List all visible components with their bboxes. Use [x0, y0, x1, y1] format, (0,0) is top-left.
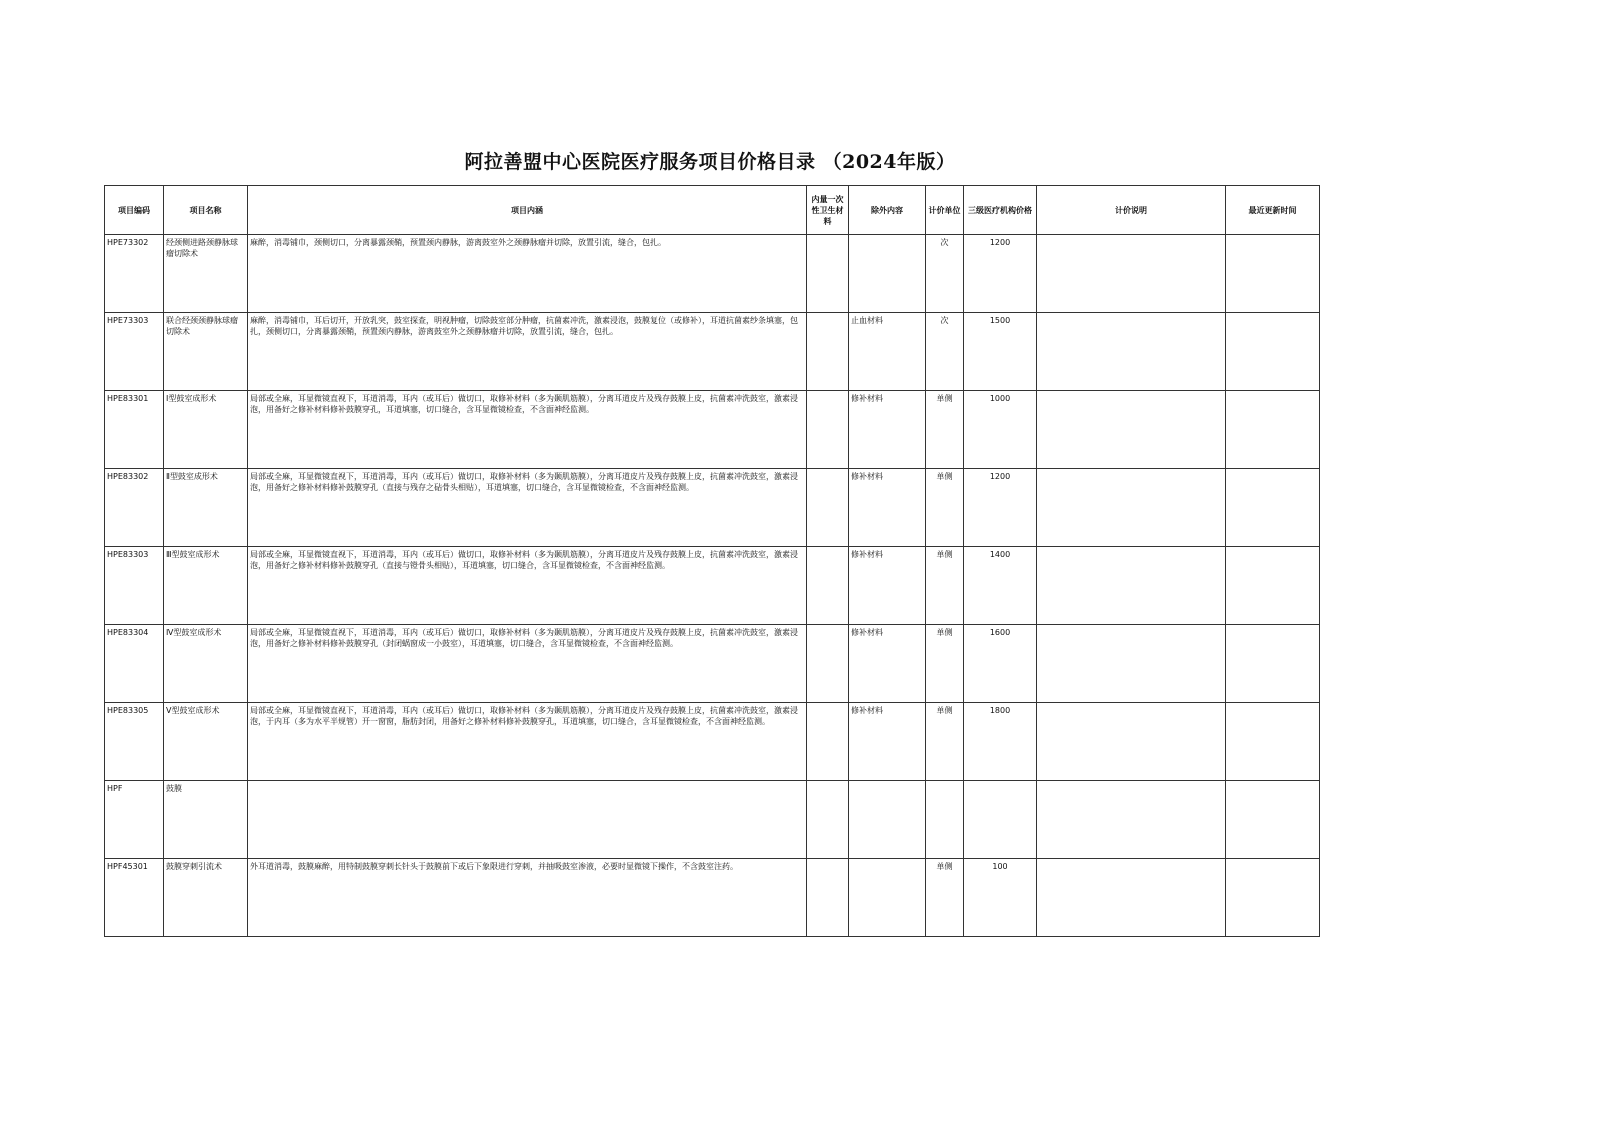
- cell-name: Ⅳ型鼓室成形术: [164, 625, 248, 703]
- cell-content: 局部或全麻，耳显微镜直视下，耳道消毒，耳内（或耳后）做切口，取修补材料（多为颞肌筋膜），分离耳道皮片及残存鼓膜上皮，抗菌素冲洗鼓室，激素浸泡，用备好之修补材料修补鼓膜穿孔（封闭蜗窗成一小鼓室），耳道填塞，切口缝合，含耳显微镜检查，不含面神经监测。: [248, 625, 807, 703]
- cell-consumables: [807, 781, 849, 859]
- header-consumables: 内量一次性卫生材料: [807, 186, 849, 235]
- table-row: [105, 547, 1320, 625]
- cell-code: HPF: [105, 781, 164, 859]
- cell-notes: [1037, 469, 1226, 547]
- header-notes: 计价说明: [1037, 186, 1226, 235]
- cell-excluded: 修补材料: [849, 625, 926, 703]
- cell-unit: [926, 781, 964, 859]
- cell-price: 1200: [964, 235, 1037, 313]
- cell-price: 1400: [964, 547, 1037, 625]
- cell-consumables: [807, 703, 849, 781]
- cell-unit: 次: [926, 313, 964, 391]
- table-row: [105, 235, 1320, 313]
- cell-content: [248, 781, 807, 859]
- cell-notes: [1037, 391, 1226, 469]
- table-row: [105, 313, 1320, 391]
- cell-name: 鼓膜穿刺引流术: [164, 859, 248, 937]
- cell-excluded: 修补材料: [849, 703, 926, 781]
- table-row: [105, 625, 1320, 703]
- cell-updated: [1226, 859, 1320, 937]
- cell-unit: 单侧: [926, 469, 964, 547]
- cell-updated: [1226, 391, 1320, 469]
- cell-code: HPE83303: [105, 547, 164, 625]
- header-unit: 计价单位: [926, 186, 964, 235]
- cell-code: HPE83302: [105, 469, 164, 547]
- cell-updated: [1226, 781, 1320, 859]
- cell-price: 1000: [964, 391, 1037, 469]
- page-title: 阿拉善盟中心医院医疗服务项目价格目录 （2024年版）: [464, 151, 956, 173]
- table-row: [105, 391, 1320, 469]
- cell-excluded: 修补材料: [849, 469, 926, 547]
- cell-notes: [1037, 547, 1226, 625]
- cell-consumables: [807, 469, 849, 547]
- cell-content: 外耳道消毒，鼓膜麻醉，用特制鼓膜穿刺长针头于鼓膜前下或后下象限进行穿刺，并抽吸鼓室渗液，必要时显微镜下操作，不含鼓室注药。: [248, 859, 807, 937]
- cell-consumables: [807, 547, 849, 625]
- cell-excluded: [849, 859, 926, 937]
- cell-consumables: [807, 235, 849, 313]
- cell-name: Ⅱ型鼓室成形术: [164, 469, 248, 547]
- header-updated: 最近更新时间: [1226, 186, 1320, 235]
- header-name: 项目名称: [164, 186, 248, 235]
- cell-consumables: [807, 313, 849, 391]
- cell-unit: 单侧: [926, 391, 964, 469]
- cell-content: 麻醉，消毒铺巾，耳后切开，开放乳突，鼓室探查，明视肿瘤，切除鼓室部分肿瘤，抗菌素冲洗，激素浸泡，鼓膜复位（或修补），耳道抗菌素纱条填塞，包扎，颈侧切口，分离暴露颈鞘，预置颈内静脉，游离鼓室外之颈静脉瘤并切除，放置引流，缝合，包扎。: [248, 313, 807, 391]
- cell-consumables: [807, 859, 849, 937]
- cell-unit: 次: [926, 235, 964, 313]
- cell-notes: [1037, 313, 1226, 391]
- cell-excluded: 止血材料: [849, 313, 926, 391]
- table-row: [105, 703, 1320, 781]
- cell-content: 局部或全麻，耳显微镜直视下，耳道消毒，耳内（或耳后）做切口，取修补材料（多为颞肌筋膜），分离耳道皮片及残存鼓膜上皮，抗菌素冲洗鼓室，激素浸泡，用备好之修补材料修补鼓膜穿孔（直接与镫骨头相贴），耳道填塞，切口缝合，含耳显微镜检查，不含面神经监测。: [248, 547, 807, 625]
- cell-notes: [1037, 781, 1226, 859]
- cell-name: Ⅲ型鼓室成形术: [164, 547, 248, 625]
- cell-excluded: [849, 781, 926, 859]
- cell-updated: [1226, 703, 1320, 781]
- cell-excluded: 修补材料: [849, 547, 926, 625]
- cell-code: HPE73303: [105, 313, 164, 391]
- cell-notes: [1037, 859, 1226, 937]
- table-row: [105, 781, 1320, 859]
- cell-excluded: [849, 235, 926, 313]
- cell-unit: 单侧: [926, 625, 964, 703]
- cell-code: HPE83305: [105, 703, 164, 781]
- cell-consumables: [807, 391, 849, 469]
- cell-notes: [1037, 625, 1226, 703]
- cell-name: 鼓膜: [164, 781, 248, 859]
- price-table: [104, 185, 1320, 937]
- cell-code: HPE83301: [105, 391, 164, 469]
- cell-updated: [1226, 469, 1320, 547]
- cell-name: Ⅰ型鼓室成形术: [164, 391, 248, 469]
- cell-unit: 单侧: [926, 859, 964, 937]
- cell-updated: [1226, 625, 1320, 703]
- cell-price: [964, 781, 1037, 859]
- cell-code: HPF45301: [105, 859, 164, 937]
- cell-updated: [1226, 313, 1320, 391]
- cell-excluded: 修补材料: [849, 391, 926, 469]
- cell-updated: [1226, 235, 1320, 313]
- cell-unit: 单侧: [926, 703, 964, 781]
- cell-content: 局部或全麻，耳显微镜直视下，耳道消毒，耳内（或耳后）做切口，取修补材料（多为颞肌筋膜），分离耳道皮片及残存鼓膜上皮，抗菌素冲洗鼓室，激素浸泡，用备好之修补材料修补鼓膜穿孔（直接与残存之砧骨头相贴），耳道填塞，切口缝合，含耳显微镜检查，不含面神经监测。: [248, 469, 807, 547]
- cell-price: 1600: [964, 625, 1037, 703]
- cell-code: HPE83304: [105, 625, 164, 703]
- cell-content: 局部或全麻，耳显微镜直视下，耳道消毒，耳内（或耳后）做切口，取修补材料（多为颞肌筋膜），分离耳道皮片及残存鼓膜上皮，抗菌素冲洗鼓室，激素浸泡，用备好之修补材料修补鼓膜穿孔，耳道填塞，切口缝合，含耳显微镜检查，不含面神经监测。: [248, 391, 807, 469]
- table-row: [105, 469, 1320, 547]
- cell-price: 1800: [964, 703, 1037, 781]
- cell-name: 经颈侧进路颈静脉球瘤切除术: [164, 235, 248, 313]
- cell-price: 100: [964, 859, 1037, 937]
- cell-name: Ⅴ型鼓室成形术: [164, 703, 248, 781]
- header-price: 三级医疗机构价格: [964, 186, 1037, 235]
- header-excluded: 除外内容: [849, 186, 926, 235]
- cell-name: 联合经颈颈静脉球瘤切除术: [164, 313, 248, 391]
- cell-consumables: [807, 625, 849, 703]
- header-row: [105, 186, 1320, 235]
- cell-notes: [1037, 703, 1226, 781]
- cell-notes: [1037, 235, 1226, 313]
- cell-price: 1500: [964, 313, 1037, 391]
- table-row: [105, 859, 1320, 937]
- cell-code: HPE73302: [105, 235, 164, 313]
- cell-content: 局部或全麻，耳显微镜直视下，耳道消毒，耳内（或耳后）做切口，取修补材料（多为颞肌筋膜），分离耳道皮片及残存鼓膜上皮，抗菌素冲洗鼓室，激素浸泡，于内耳（多为水平半规管）开一窗窗，脂肪封闭，用备好之修补材料修补鼓膜穿孔，耳道填塞，切口缝合，含耳显微镜检查，不含面神经监测。: [248, 703, 807, 781]
- cell-updated: [1226, 547, 1320, 625]
- cell-content: 麻醉，消毒铺巾，颈侧切口，分离暴露颈鞘，预置颈内静脉，游离鼓室外之颈静脉瘤并切除，放置引流，缝合，包扎。: [248, 235, 807, 313]
- cell-unit: 单侧: [926, 547, 964, 625]
- header-code: 项目编码: [105, 186, 164, 235]
- cell-price: 1200: [964, 469, 1037, 547]
- header-content: 项目内涵: [248, 186, 807, 235]
